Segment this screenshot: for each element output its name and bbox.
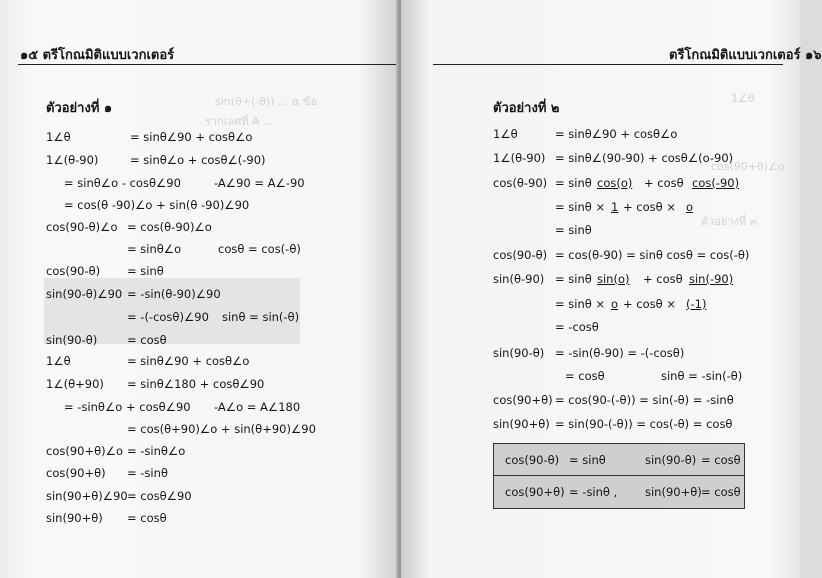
step-term: + cosθ × (623, 297, 676, 311)
underlined-term: 1 (611, 200, 619, 214)
lhs: sin(90+θ) (46, 511, 103, 525)
rhs: = cosθ (127, 333, 167, 347)
summary-rhs: = cosθ (701, 453, 741, 467)
summary-lhs: sin(90+θ) (645, 485, 702, 499)
lhs: 1∠(θ-90) (493, 151, 546, 165)
right-page (401, 0, 822, 578)
step: = -cosθ (555, 320, 599, 334)
note: sinθ = sin(-θ) (222, 310, 300, 324)
rhs: = cos(θ-90)∠o (127, 220, 212, 234)
step: = cos(θ+90)∠o + sin(θ+90)∠90 (127, 422, 316, 436)
page-header: ตรีโกณมิติแบบเวกเตอร์ ๑๖ (669, 48, 822, 63)
page-header: ๑๕ ตรีโกณมิติแบบเวกเตอร์ (20, 48, 175, 63)
note: -A∠90 = A∠-90 (214, 176, 305, 190)
lhs: cos(90-θ)∠o (46, 220, 118, 234)
lhs: cos(90-θ) (493, 248, 548, 262)
show-through-text: sin(θ+(-θ)) ... α ข้อ (215, 95, 317, 108)
rhs: = sinθ∠90 + cosθ∠o (555, 127, 678, 141)
lhs: 1∠θ (46, 354, 71, 368)
rhs: = sinθ∠90 + cosθ∠o (127, 354, 250, 368)
example-title: ตัวอย่างที่ ๑ (46, 101, 113, 116)
summary-rhs: = -sinθ , (569, 485, 618, 499)
rhs: = cosθ (127, 511, 167, 525)
underlined-term: o (611, 297, 619, 311)
rhs: = sinθ∠90 + cosθ∠o (130, 130, 253, 144)
lhs: sin(90+θ)∠90 (46, 489, 128, 503)
underlined-term: o (686, 200, 694, 214)
show-through-text: รากเลศที่ A ... (205, 115, 274, 128)
note: -A∠o = A∠180 (214, 400, 301, 414)
header-rule (18, 64, 398, 65)
underlined-term: cos(o) (597, 176, 633, 190)
note: sinθ = -sin(-θ) (661, 369, 743, 383)
show-through-text: 1∠θ (731, 92, 755, 105)
summary-lhs: cos(90+θ) (505, 485, 565, 499)
summary-rhs: = sinθ (569, 453, 606, 467)
underlined-term: (-1) (686, 297, 707, 311)
step: = sinθ∠o (127, 242, 182, 256)
header-rule (433, 64, 783, 65)
lhs: sin(θ-90) (493, 272, 545, 286)
summary-lhs: sin(90-θ) (645, 453, 697, 467)
show-through-text: ตัวอย่างที่ ๓ (701, 215, 758, 228)
lhs: sin(90+θ) (493, 417, 550, 431)
summary-lhs: cos(90-θ) (505, 453, 560, 467)
example-title: ตัวอย่างที่ ๒ (493, 101, 560, 116)
lhs: 1∠θ (493, 127, 518, 141)
rhs-term: + cosθ (644, 176, 684, 190)
rhs: = -sinθ (127, 466, 168, 480)
lhs: cos(θ-90) (493, 176, 548, 190)
step: = -sinθ∠o + cosθ∠90 (64, 400, 191, 414)
rhs: = -sinθ∠o (127, 444, 186, 458)
lhs: cos(90+θ)∠o (46, 444, 123, 458)
underlined-term: cos(-90) (692, 176, 740, 190)
step-term: + cosθ × (623, 200, 676, 214)
note: cosθ = cos(-θ) (218, 242, 301, 256)
rhs: = cos(θ-90) = sinθ cosθ = cos(-θ) (555, 248, 750, 262)
step: = sinθ (555, 223, 592, 237)
rhs: = -sin(θ-90)∠90 (127, 287, 221, 301)
rhs: = -sin(θ-90) = -(-cosθ) (555, 346, 685, 360)
summary-rhs: = cosθ (701, 485, 741, 499)
rhs-term: + cosθ (643, 272, 683, 286)
rhs: = cosθ∠90 (127, 489, 192, 503)
lhs: cos(90+θ) (46, 466, 106, 480)
lhs: cos(90-θ) (46, 264, 101, 278)
step: = sinθ × (555, 200, 606, 214)
step: = cos(θ -90)∠o + sin(θ -90)∠90 (64, 198, 250, 212)
rhs: = sinθ∠o + cosθ∠(-90) (130, 153, 266, 167)
rhs: = cos(90-(-θ)) = sin(-θ) = -sinθ (555, 393, 734, 407)
underlined-term: sin(o) (597, 272, 630, 286)
rhs: = sinθ (555, 176, 592, 190)
step: = -(-cosθ)∠90 (127, 310, 209, 324)
lhs: sin(90-θ)∠90 (46, 287, 123, 301)
left-page (0, 0, 399, 578)
lhs: sin(90-θ) (46, 333, 98, 347)
lhs: cos(90+θ) (493, 393, 553, 407)
lhs: 1∠(θ+90) (46, 377, 104, 391)
lhs: 1∠(θ-90) (46, 153, 99, 167)
rhs: = sin(90-(-θ)) = cos(-θ) = cosθ (555, 417, 733, 431)
rhs: = sinθ (555, 272, 592, 286)
lhs: sin(90-θ) (493, 346, 545, 360)
rhs: = sinθ (127, 264, 164, 278)
show-through-text: cos(90+θ)∠o (711, 160, 785, 173)
step: = sinθ × (555, 297, 606, 311)
underlined-term: sin(-90) (689, 272, 734, 286)
rhs: = sinθ∠180 + cosθ∠90 (127, 377, 265, 391)
step: = sinθ∠o - cosθ∠90 (64, 176, 181, 190)
lhs: 1∠θ (46, 130, 71, 144)
rhs: = sinθ∠(90-90) + cosθ∠(o-90) (555, 151, 734, 165)
step: = cosθ (565, 369, 605, 383)
